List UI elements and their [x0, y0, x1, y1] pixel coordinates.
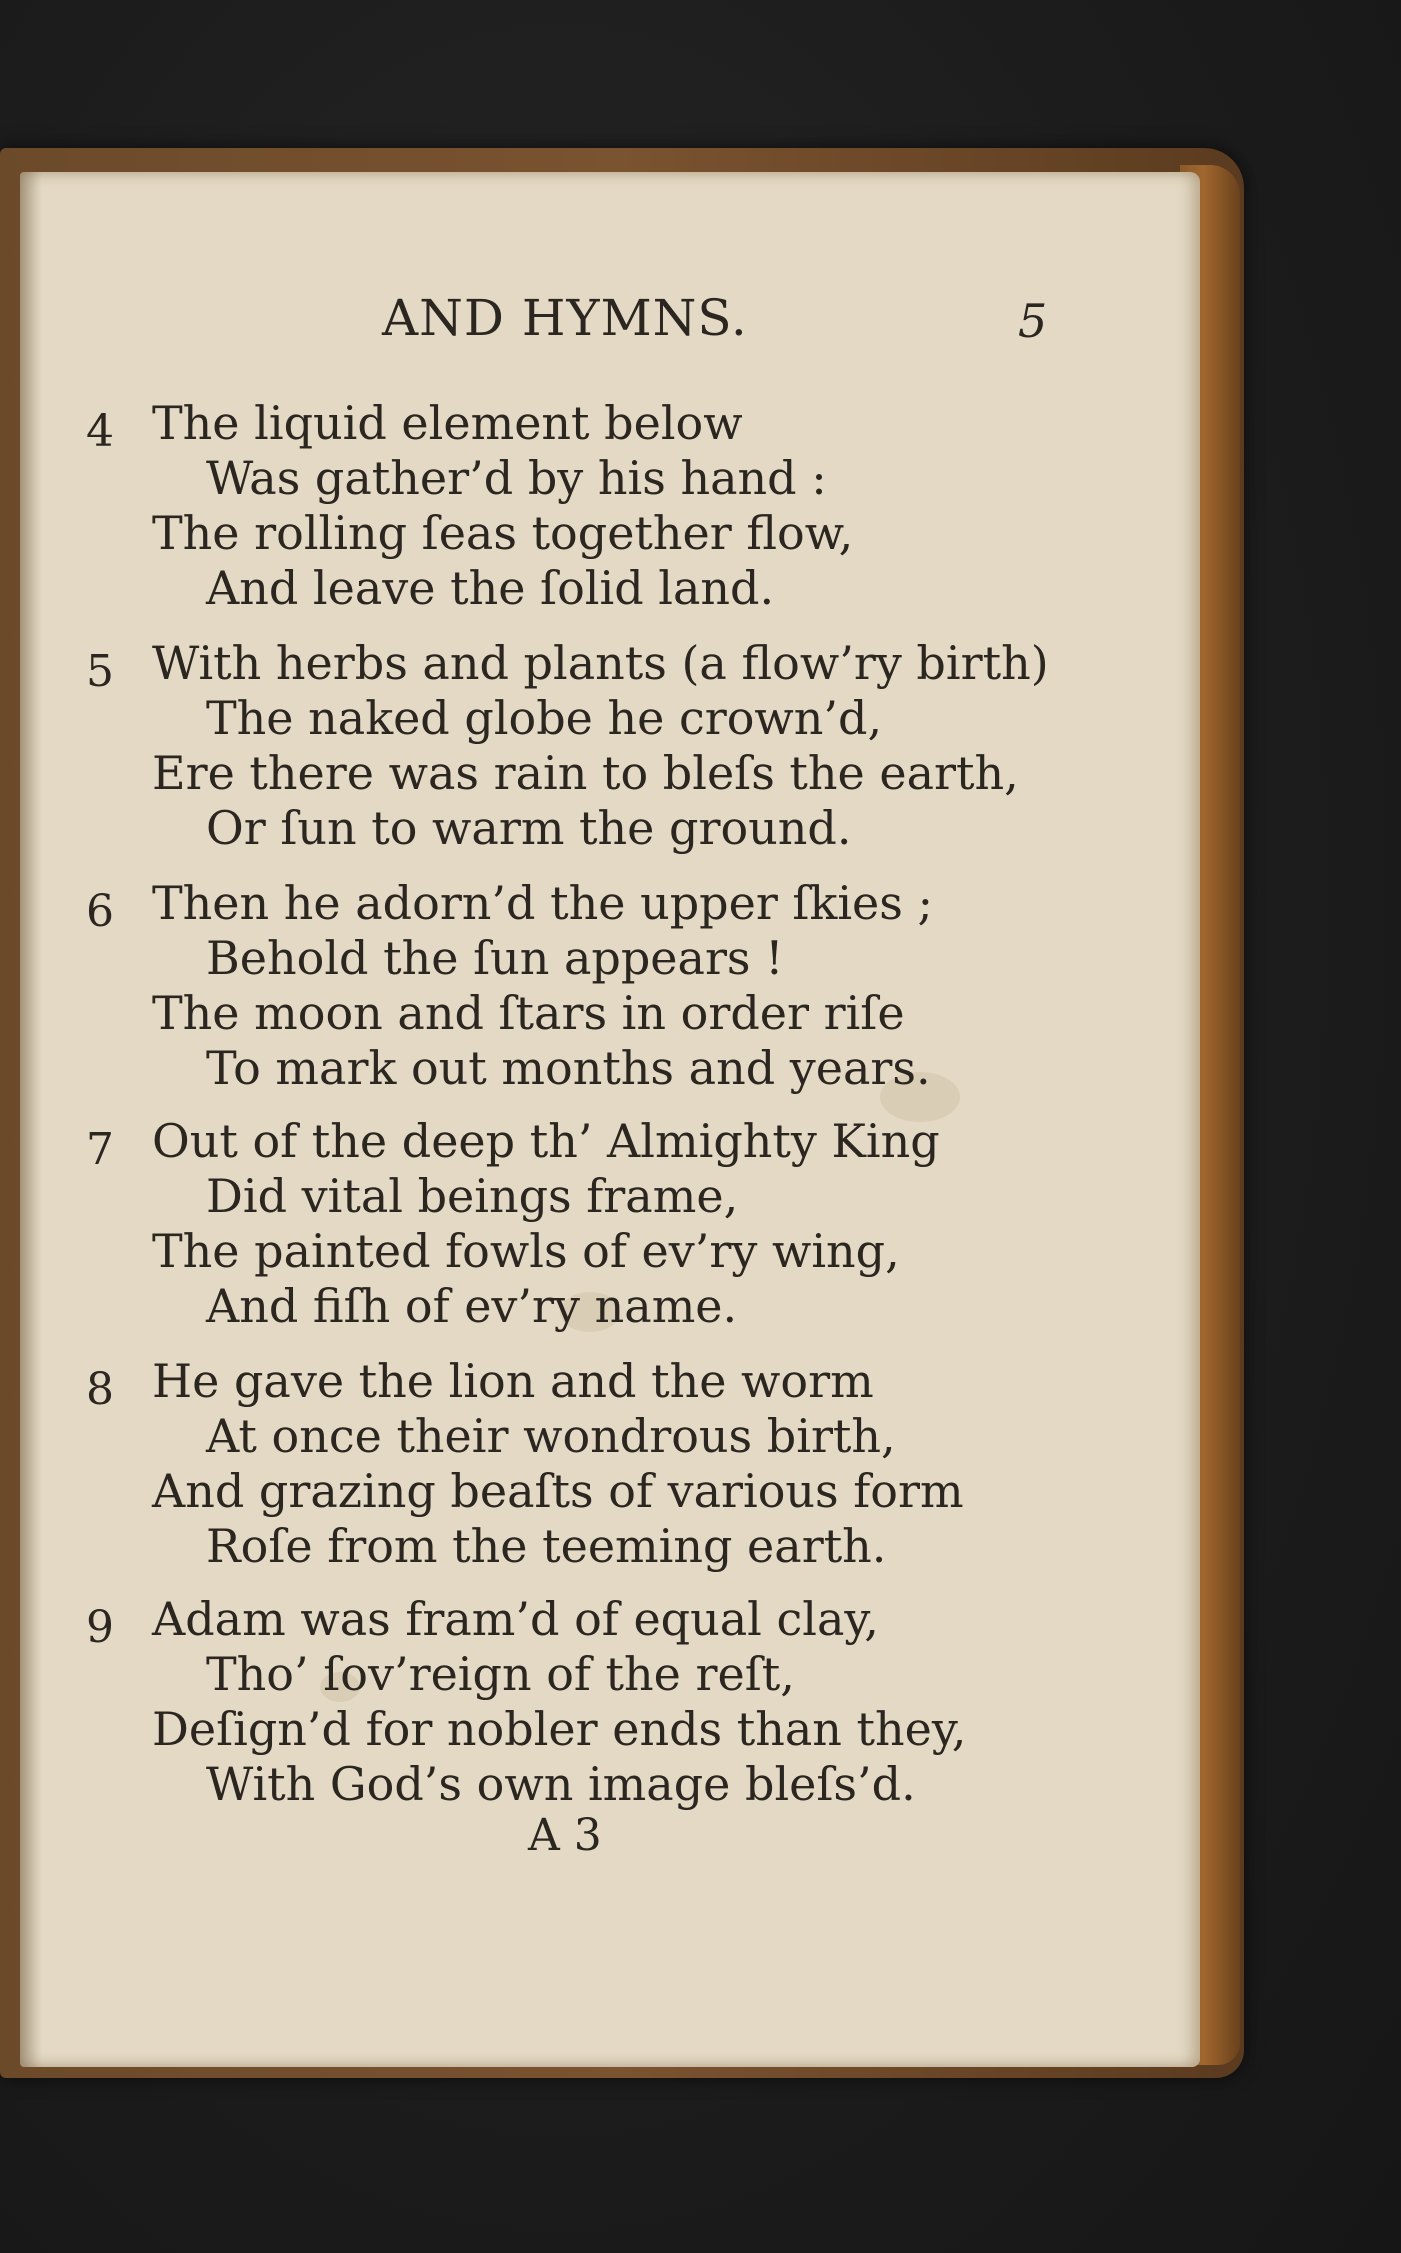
verse-line: The naked globe he crown’d,	[206, 691, 883, 745]
verse-line: He gave the lion and the worm	[152, 1354, 874, 1408]
verse-line: Roſe from the teeming earth.	[206, 1519, 887, 1573]
running-head: AND HYMNS.	[382, 289, 748, 347]
book-page	[20, 172, 1200, 2067]
verse-line: Or ſun to warm the ground.	[206, 801, 852, 855]
verse-line: Ere there was rain to bleſs the earth,	[152, 746, 1019, 800]
page-number: 5	[1018, 294, 1048, 348]
verse-line: The painted fowls of ev’ry wing,	[152, 1224, 900, 1278]
verse-line: Tho’ ſov’reign of the reſt,	[206, 1647, 795, 1701]
verse-line: Did vital beings frame,	[206, 1169, 739, 1223]
verse-line: The liquid element below	[152, 396, 743, 450]
verse-line: The moon and ſtars in order riſe	[152, 986, 905, 1040]
stanza-number: 8	[86, 1364, 114, 1415]
stanza-number: 7	[86, 1124, 114, 1175]
verse-line: With herbs and plants (a flow’ry birth)	[152, 636, 1049, 690]
verse-line: Adam was fram’d of equal clay,	[152, 1592, 879, 1646]
verse-line: Then he adorn’d the upper ſkies ;	[152, 876, 933, 930]
verse-line: Was gather’d by his hand :	[206, 451, 827, 505]
page-text	[20, 172, 1200, 2067]
verse-line: The rolling ſeas together flow,	[152, 506, 854, 560]
stanza-number: 5	[86, 646, 114, 697]
verse-line: And grazing beaſts of various form	[152, 1464, 964, 1518]
verse-line: Behold the ſun appears !	[206, 931, 784, 985]
verse-line: With God’s own image bleſs’d.	[206, 1757, 916, 1811]
stanza-number: 4	[86, 406, 114, 457]
verse-line: To mark out months and years.	[206, 1041, 931, 1095]
signature-mark: A 3	[528, 1810, 602, 1861]
stanza-number: 9	[86, 1602, 114, 1653]
verse-line: And fiſh of ev’ry name.	[206, 1279, 738, 1333]
verse-line: Out of the deep th’ Almighty King	[152, 1114, 940, 1168]
verse-line: At once their wondrous birth,	[206, 1409, 896, 1463]
stanza-number: 6	[86, 886, 114, 937]
verse-line: Deſign’d for nobler ends than they,	[152, 1702, 967, 1756]
verse-line: And leave the ſolid land.	[206, 561, 775, 615]
